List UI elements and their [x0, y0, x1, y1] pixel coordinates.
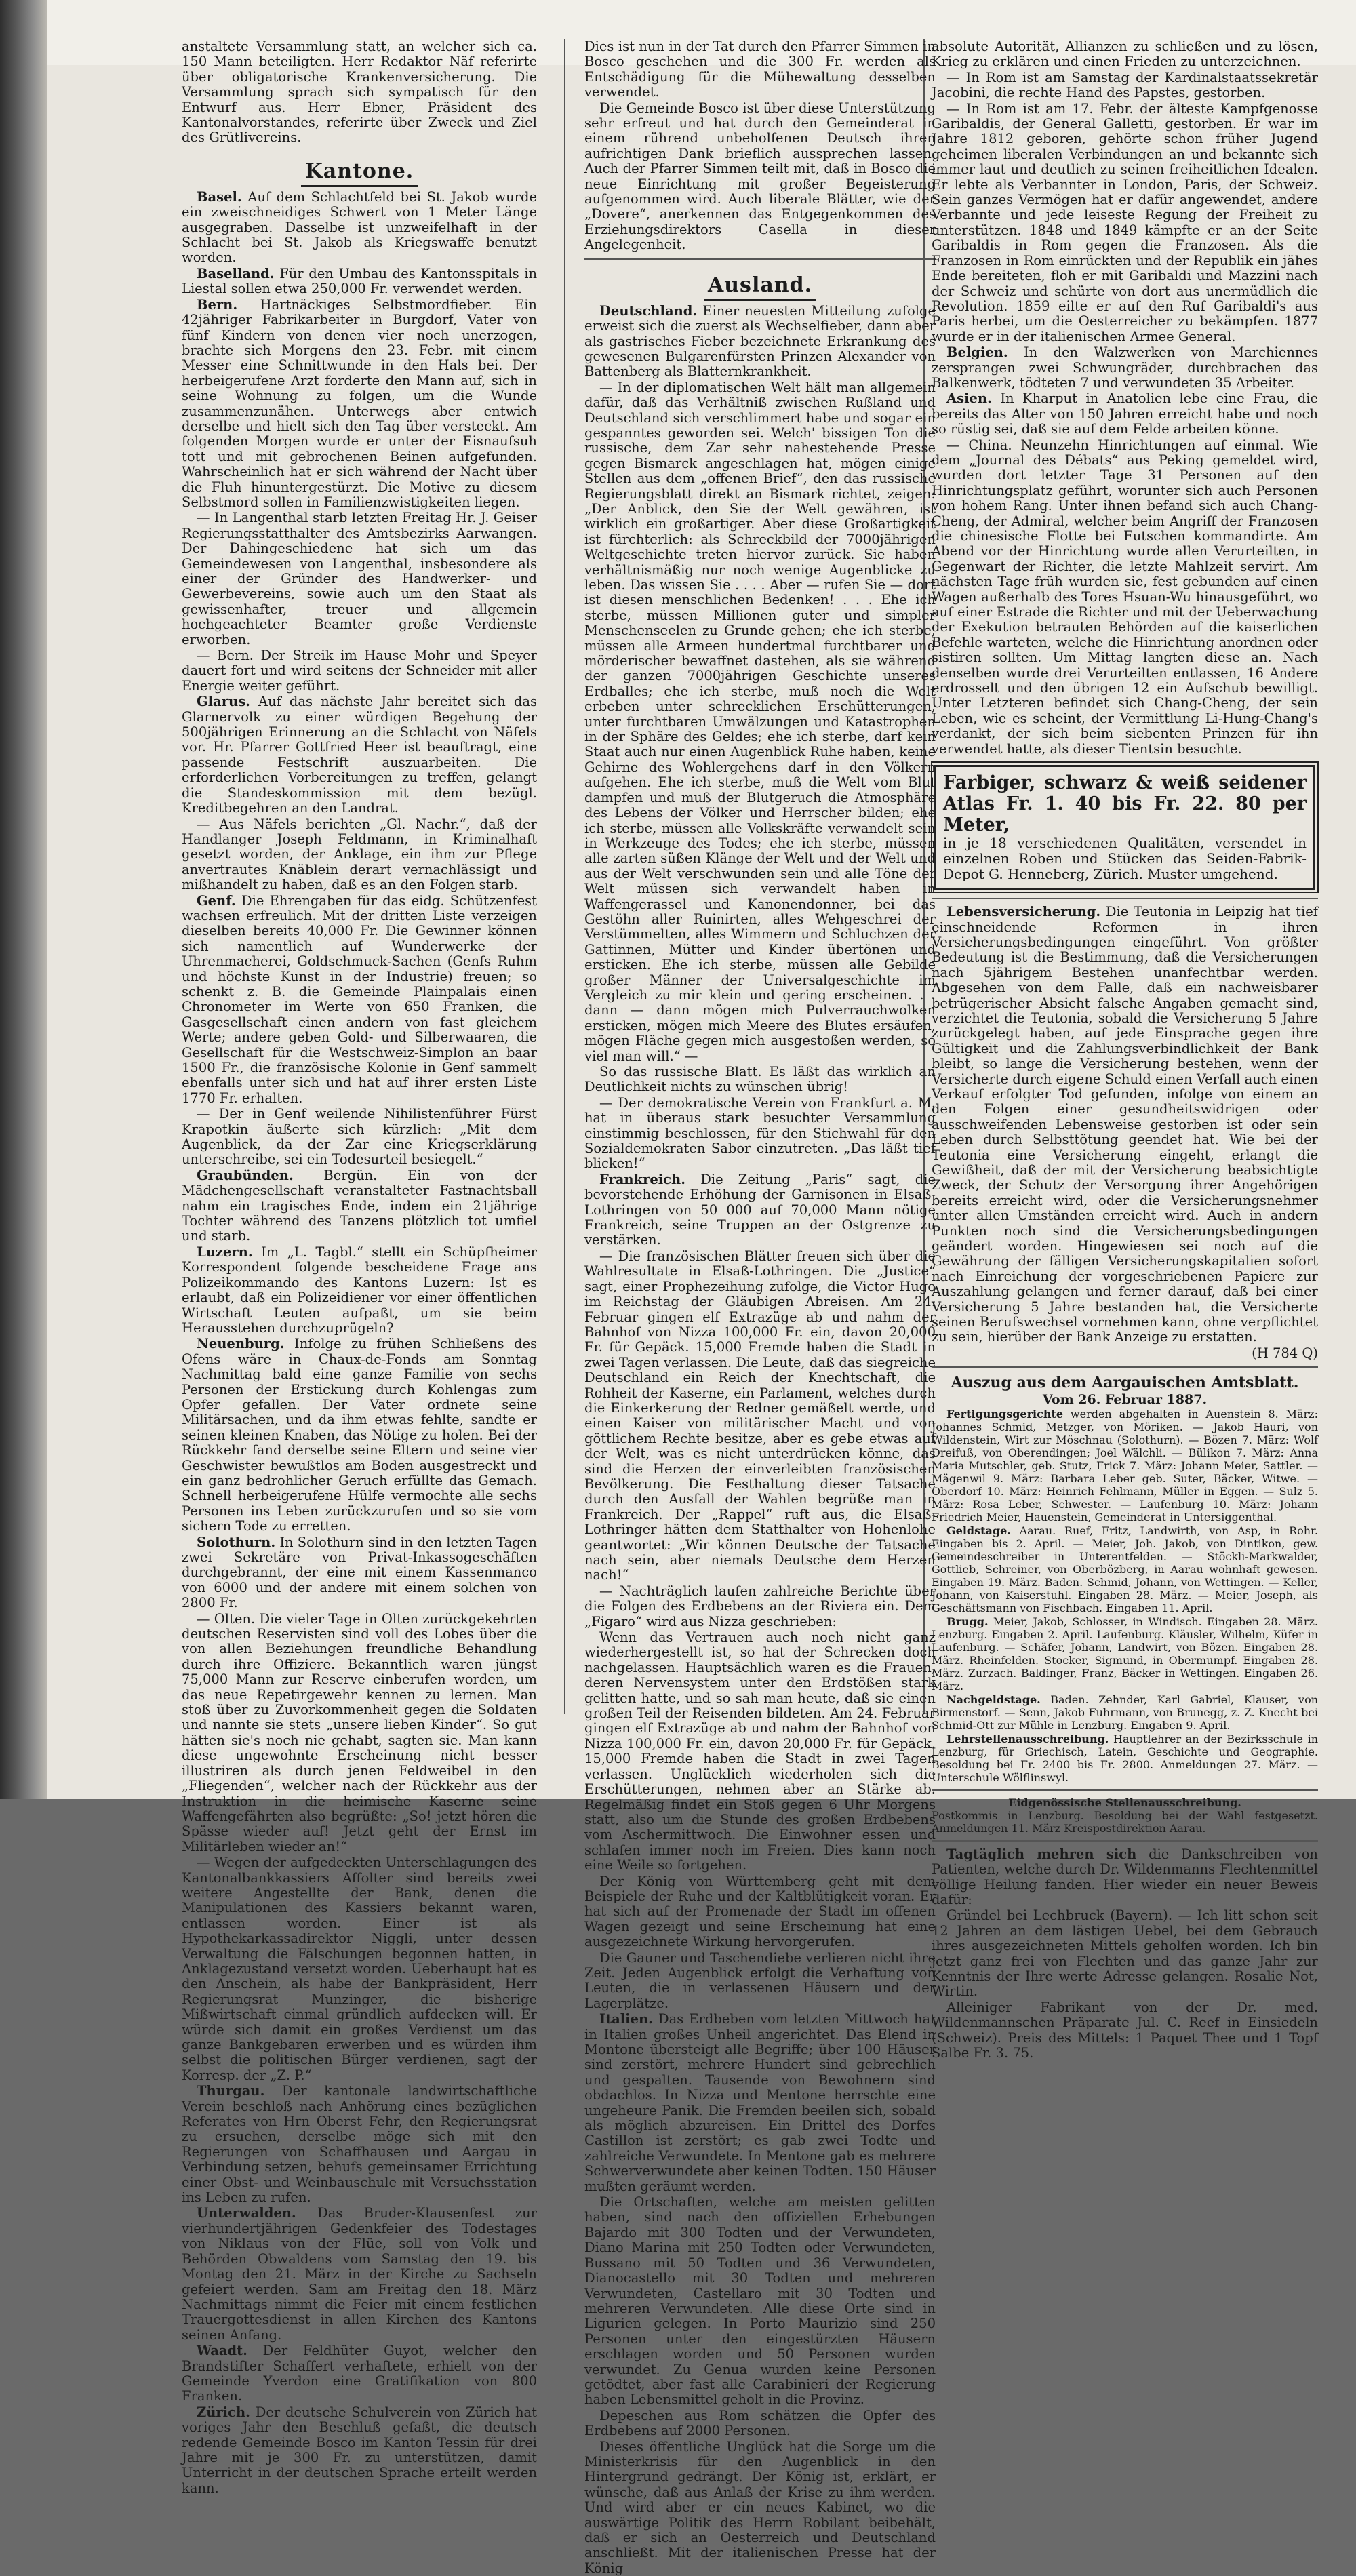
article-text: Bergün. Ein von der Mädchengesellschaft veranstalteter Fastnachtsball nahm ein tragisches Ende, indem ein 21jährige Tochter während des Tanzens plötzlich tot umfiel und starb.: [182, 1167, 537, 1244]
article-text: Die Zeitung „Paris“ sagt, die bevorstehende Erhöhung der Garnisonen in Elsaß-Lothringen von 50 000 auf 70,000 Mann nötige Frankreich, seine Truppen an der Ostgrenze zu verstärken.: [584, 1171, 936, 1248]
article-keyword: Neuenburg.: [197, 1336, 285, 1352]
article-text: Hauptlehrer an der Bezirksschule in Lenzburg, für Griechisch, Latein, Geschichte und Geographie. Besoldung bei Fr. 2400 bis Fr. 2800. Anmeldungen 27. März. — Unterschule Wölflinswyl.: [932, 1732, 1318, 1784]
article-text: In den Walzwerken von Marchiennes zersprangen zwei Schwungräder, durchbrachen das Balkenwerk, tödteten 7 und verwundeten 35 Arbeiter.: [932, 344, 1318, 391]
article-text: Der deutsche Schulverein von Zürich hat voriges Jahr den Beschluß gefaßt, die deutsch redende Gemeinde Bosco im Kanton Tessin für drei Jahre mit je 300 Fr. zu unterstützen, damit Unterricht in der deutschen Sprache erteilt werden kann.: [182, 2404, 538, 2496]
ad-testimonial: Tagtäglich mehren sich die Dankschreiben von Patienten, welche durch Dr. Wildenmanns Flechtenmittel völlige Heilung fanden. Hier wieder ein neuer Beweis dafür:: [932, 1846, 1318, 1907]
article-paragraph: [182, 1245, 537, 1336]
ad-testimonial-seller: Alleiniger Fabrikant von der Dr. med. Wildenmannschen Präparate Jul. C. Reef in Einsiedeln (Schweiz). Preis des Mittels: 1 Paquet Thee und 1 Topf Salbe Fr. 3. 75.: [932, 1999, 1318, 2061]
article-text: Depeschen aus Rom schätzen die Opfer des Erdbebens auf 2000 Personen.: [584, 2407, 936, 2439]
amtsblatt-entries: [932, 1408, 1318, 1784]
article-text: Wenn das Vertrauen auch noch nicht ganz wiederhergestellt ist, so hat der Schrecken doch nachgelassen. Hauptsächlich waren es die Frauen, deren Nervensystem unter den Erdstößen stark gelitten hatte, und so sah man heute, daß sie einen großen Teil der Reisenden bildeten. Am 24. Februar gingen elf Extrazüge ab und nahm der Bahnhof von Nizza 100,000 Fr. ein, davon 20,000 Fr. für Gepäck. 15,000 Fremde haben die Stadt in zwei Tagen verlassen. Unglücklich wiederholen sich die Erschütterungen, nehmen aber an Stärke ab. Regelmäßig findet ein Stoß gegen 6 Uhr Morgens statt, also um die Stunde des großen Erdbebens vom Aschermittwoch. Die Einwohner essen und schlafen immer noch im Freien. Dies kann noch eine Weile so fortgehen.: [584, 1629, 936, 1874]
article-text: — Der in Genf weilende Nihilistenführer Fürst Krapotkin äußerte sich kürzlich: „Mit dem Augenblick, da der Zar eine Kriegserklärung unterschreibe, sei ein Todesurteil besiegelt.“: [182, 1106, 537, 1168]
article-keyword: Thurgau.: [197, 2083, 265, 2099]
stellen-title: Eidgenössische Stellenausschreibung.: [1008, 1796, 1241, 1809]
article-paragraph: [932, 1732, 1318, 1784]
article-paragraph: [182, 1168, 537, 1244]
article-text: Das Erdbeben vom letzten Mittwoch hat in Italien großes Unheil angerichtet. Das Elend in Montone übersteigt alle Begriffe; über 100 Häuser sind zerstört, mehrere Hundert sind gebrechlich und gespalten. Tausende von Bewohnern sind obdachlos. In Nizza und Mentone herrschte eine ungeheure Panik. Die Fremden beeilen sich, sobald als möglich abzureisen. Ein Drittel des Dorfes Castillon ist zerstört; es gab zwei Todte und zahlreiche Verwundete. In Mentone gab es mehrere Schwerverwundete aber keinen Todten. 150 Häuser mußten geräumt werden.: [584, 2011, 936, 2194]
article-keyword: Solothurn.: [197, 1534, 276, 1550]
article-keyword: Fertigungsgerichte: [946, 1407, 1064, 1421]
article-paragraph: [584, 1172, 936, 1248]
article-keyword: Waadt.: [197, 2343, 247, 2359]
article-keyword: Glarus.: [197, 694, 250, 710]
article-paragraph: [182, 2084, 537, 2205]
article-keyword: Unterwalden.: [197, 2205, 296, 2221]
article-paragraph: [182, 694, 537, 816]
article-text: Die Gauner und Taschendiebe verlieren nicht ihre Zeit. Jeden Augenblick erfolgt die Verhaftung von Leuten, die in verlassenen Häusern und der Lagerplätze.: [584, 1949, 936, 2011]
article-paragraph: [584, 2012, 936, 2194]
article-text: Dieses öffentliche Unglück hat die Sorge um die Ministerkrisis für den Augenblick in den Hintergrund gedrängt. Der König ist, erklärt, er wünsche, daß aus Anlaß der Krise zu ihm werden. Und wird aber er ein neues Kabinet, wo die auswärtige Politik des Herrn Robilant beibehält, daß er sich an Oesterreich und Deutschland anschließt. Mit der italienischen Presse hat der König: [584, 2438, 936, 2576]
article-text: — In der diplomatischen Welt hält man allgemein dafür, daß das Verhältniß zwischen Rußland und Deutschland sich verschlimmert habe und sogar ein gespanntes geworden sei. Welch' bissigen Ton die russische, dem Zar sehr nahestehende Presse gegen Bismarck angeschlagen hat, mögen einige Stellen aus dem „offenen Brief“, den das russische Regierungsblatt direkt an Bismark richtet, zeigen: „Der Anblick, den Sie der Welt gewähren, ist wirklich ein großartiger. Aber diese Großartigkeit ist fürchterlich: als Schreckbild der 7000jährigen Weltgeschichte treten hiervor zurück. Sie haben verhältnismäßig nur noch wenige Augenblicke zu leben. Das wissen Sie . . . . Aber — rufen Sie — dort ist diesen menschlichen Bedenken! . . . Ehe ich sterbe, müssen Millionen guter und simpler Menschenseelen zu Grunde gehen; ehe ich sterbe, müssen alle Armeen hundertmal furchtbarer und mörderischer bewaffnet dastehen, als sie während der ganzen 7000jährigen Geschichte unseres Erdballes; ehe ich sterbe, muß noch die Welt erbeben unter schrecklichen Erschütterungen, unter furchtbaren Umwälzungen und Katastrophen in der Sphäre des Geldes; ehe ich sterbe, darf kein Staat auch nur einen Augenblick Ruhe haben, keine Gehirne des Wohlergehens darf in den Völkern aufgehen. Ehe ich sterbe, muß die Welt vom Blut dampfen und muß der Blutgeruch die Atmosphäre des Lebens der Völker und Herrscher bilden; ehe ich sterbe, müssen alle Volkskräfte verwandelt sein in Werkzeuge des Todes; ehe ich sterbe, müssen alle zarten süßen Klänge der Welt und der Welt und aus der Welt verschwunden sein und alle Töne der Welt müssen sich verwandelt haben in Waffengerassel und Kanonendonner, bei das Gestöhn aller Ruinirten, alles Wehgeschrei der Verstümmelten, alles Wimmern und Schluchzen der Gattinnen, Mütter und Kinder übertönen und ersticken. Ehe ich sterbe, müssen alle Gebilde großer Männer der Universalgeschichte im Vergleich zu mir klein und gering erscheinen. . . dann — dann mögen mich Pulverrauchwolken ersticken, mögen mich Meere des Blutes ersäufen, mögen Fläche gegen mich ausgestoßen werden, so viel man will.“ —: [584, 379, 936, 1064]
article-text: Die Ortschaften, welche am meisten gelitten haben, sind nach den offiziellen Erhebungen Bajardo mit 300 Todten und der Verwundeten, Diano Marina mit 250 Todten oder Verwundeten, Bussano mit 50 Todten und 36 Verwundeten, Dianocastello mit 30 Todten und mehreren Verwundeten, Castellaro mit 30 Todten und mehreren Verwundeten. Alle diese Orte sind in Ligurien gelegen. In Porto Maurizio sind 250 Personen unter den eingestürzten Häusern erschlagen worden und 50 Personen wurden verwundet. Zu Genua wurden keine Personen getödtet, aber fast alle Carabinieri der Regierung haben Lebensmittel geholt in die Provinz.: [584, 2194, 936, 2408]
article-text: — Nachträglich laufen zahlreiche Berichte über die Folgen des Erdbebens an der Riviera ein. Dem „Figaro“ wird aus Nizza geschrieben:: [584, 1583, 936, 1629]
article-text: — In Rom ist am Samstag der Kardinalstaatssekretär Jacobini, die rechte Hand des Papstes, gestorben.: [932, 69, 1318, 101]
article-paragraph: [932, 345, 1318, 391]
ad-silk-text: in je 18 verschiedenen Qualitäten, versendet in einzelnen Roben und Stücken das Seiden-Fabrik-Depot G. Henneberg, Zürich. Muster umgehend.: [943, 835, 1307, 883]
article-paragraph: [584, 1096, 936, 1172]
article-text: Hartnäckiges Selbstmordfieber. Ein 42jähriger Fabrikarbeiter in Burgdorf, Vater von fünf Kindern von denen vier noch unerzogen, brachte sich Morgens den 23. Febr. mit einem Messer eine Schnittwunde in den Hals bei. Der herbeigerufene Arzt forderte den Mann auf, sich in seine Wohnung zu folgen, um die Wunde zusammenzunähen. Unterwegs aber entwich derselbe und hielt sich den Tag über versteckt. Am folgenden Morgen wurde er unter der Eisnaufsuh tott und mit gebrochenen Beinen aufgefunden. Wahrscheinlich hat er sich während der Nacht über die Fluh hinuntergestürzt. Die Motive zu diesem Selbstmord sollen in Familienzwistigkeiten liegen.: [182, 296, 537, 510]
article-paragraph: [182, 2405, 537, 2496]
article-text: werden abgehalten in Auenstein 8. März: Johannes Schmid, Metzger, von Möriken. — Jakob Hauri, von Wildenstein, Wirt zur Möschnau (Solothurn). — Bözen 7. März: Wolf Dreifuß, von Oberendingen; Joel Wälchli. — Bülikon 7. März: Anna Maria Mutschler, geb. Stutz, Frick 7. März: Johann Meier, Sattler. — Mägenwil 9. März: Barbara Leber geb. Suter, Bäcker, Witwe. — Oberdorf 10. März: Heinrich Fehlmann, Müller in Eggen. — Sulz 5. März: Rosa Leber, Schwester. — Laufenburg 10. März: Johann Friedrich Meier, Hauenstein, Gemeinderat in Untersiggenthal.: [932, 1407, 1318, 1524]
ad-life-code: (H 784 Q): [1252, 1345, 1318, 1361]
divider: [932, 898, 1318, 899]
article-paragraph: [182, 648, 537, 694]
article-keyword: Baselland.: [197, 265, 275, 281]
article-paragraph: [584, 2195, 936, 2408]
article-paragraph: [932, 1408, 1318, 1524]
article-text: Für den Umbau des Kantonsspitals in Liestal sollen etwa 250,000 Fr. verwendet werden.: [182, 265, 537, 297]
article-paragraph: [584, 1630, 936, 1874]
article-text: Der Feldhüter Guyot, welcher den Brandstifter Schaffert verhaftete, erhielt von der Gemeinde Yverdon eine Gratifikation von 800 Franken.: [182, 2343, 537, 2404]
article-paragraph: [932, 1524, 1318, 1614]
stellen-text: Postkommis in Lenzburg. Besoldung bei der Wahl festgesetzt. Anmeldungen 11. März Kreispostdirektion Aarau.: [932, 1808, 1318, 1835]
divider: [932, 1840, 1318, 1842]
article-paragraph: [584, 1065, 936, 1095]
article-text: Der König von Württemberg geht mit dem Beispiele der Ruhe und der Kaltblütigkeit voran. Er hat sich auf der Promenade der Stadt im offenen Wagen gezeigt und seine Erscheinung hat eine ausgezeichnete Wirkung hervorgerufen.: [584, 1873, 936, 1950]
article-keyword: Lehrstellenausschreibung.: [946, 1732, 1109, 1745]
article-paragraph: [182, 1107, 537, 1168]
article-text: Einer neuesten Mitteilung zufolge erweist sich die zuerst als Wechselfieber, dann aber als gastrisches Fieber bezeichnete Erkrankung des gewesenen Bulgarenfürsten Prinzen Alexander von Battenberg als Blatternkrankheit.: [584, 302, 936, 380]
article-paragraph: [584, 380, 936, 1064]
divider: [584, 258, 936, 260]
article-text: Der kantonale landwirtschaftliche Verein beschloß nach Anhörung eines bezüglichen Referates von Hrn Oberst Fehr, den Regierungsrat zu ersuchen, derselbe möge sich mit den Regierungen von Schaffhausen und Aargau in Verbindung setzen, behufs gemeinsamer Errichtung einer Obst- und Weinbauschule mit Versuchsstation ins Leben zu rufen.: [182, 2083, 537, 2206]
divider: [932, 1789, 1318, 1791]
article-text: In Solothurn sind in den letzten Tagen zwei Sekretäre von Privat-Inkassogeschäften durchgebrannt, der eine mit einem Kassenmanco von 6000 und der andere mit einem solchen von 2800 Fr.: [182, 1534, 537, 1611]
article-paragraph: [584, 1874, 936, 1950]
column-1: [182, 39, 538, 2496]
article-keyword: Geldstage.: [946, 1524, 1011, 1537]
article-text: Auf dem Schlachtfeld bei St. Jakob wurde ein zweischneidiges Schwert von 1 Meter Länge ausgegraben. Dasselbe ist unzweifelhaft in der Schlacht bei St. Jakob als Kriegswaffe benutzt worden.: [182, 189, 537, 266]
col2-intro-1: Dies ist nun in der Tat durch den Pfarrer Simmen in Bosco geschehen und die 300 Fr. werden als Entschädigung für die Mühewaltung desselben verwendet.: [584, 39, 936, 100]
article-paragraph: [932, 438, 1318, 757]
article-paragraph: [182, 511, 537, 648]
article-paragraph: [182, 266, 537, 297]
article-text: In Kharput in Anatolien lebe eine Frau, die bereits das Alter von 150 Jahren erreicht habe und noch so rüstig sei, daß sie auf dem Felde arbeiten könne.: [932, 391, 1319, 437]
article-paragraph: [584, 1249, 936, 1583]
article-text: — China. Neunzehn Hinrichtungen auf einmal. Wie dem „Journal des Débats“ aus Peking gemeldet wird, wurden dort letzter Tage 31 Personen auf den Hinrichtungsplatz geführt, worunter sich auch Personen von hohem Rang. Unter ihnen befand sich auch Chang-Cheng, der Admiral, welcher beim Angriff der Franzosen die chinesische Flotte bei Futschen kommandirte. Am Abend vor der Hinrichtung wurde allen Verurteilten, in Gegenwart der Richter, die letzte Mahlzeit servirt. Am nächsten Tage früh wurden sie, fest gebunden auf einen Wagen außerhalb des Tores Hsuan-Wu hinausgeführt, wo auf einer Estrade die Richter und mit der Ueberwachung der Exekution betrauten Behörden auf die kaiserlichen Befehle warteten, welche die Hinrichtung anordnen oder sistiren sollten. Um Mittag langten diese an. Nach denselben wurde drei Verurteilten entlassen, 16 Andere erdrosselt und den übrigen 12 ein Aufschub bewilligt. Unter Letzteren befindet sich Chang-Cheng, der sein Leben, wie es scheint, der Vermittlung Li-Hung-Chang's verdankt, der sich beim siebenten Prinzen für ihn verwendet hatte, als dieser Tientsin besuchte.: [932, 437, 1318, 757]
article-keyword: Nachgeldstage.: [946, 1692, 1041, 1706]
article-paragraph: [182, 2206, 537, 2343]
column-rule-1: [564, 39, 565, 1714]
col3-intro: absolute Autorität, Allianzen zu schließen und zu lösen, Krieg zu erklären und einen Frieden zu unterzeichnen.: [932, 39, 1318, 70]
article-keyword: Belgien.: [946, 344, 1008, 361]
article-text: — Aus Näfels berichten „Gl. Nachr.“, daß der Handlanger Joseph Feldmann, in Kriminalhaft gesetzt worden, der Anklage, ein ihm zur Pflege anvertrautes Knäblein derart vernachlässigt und mißhandelt zu haben, daß es an den Folgen starb.: [182, 816, 537, 893]
ad-life-insurance: Lebensversicherung. Die Teutonia in Leipzig hat tief einschneidende Reformen in ihren Versicherungsbedingungen eingeführt. Von größter Bedeutung ist die Bestimmung, daß die Versicherungen nach 5jährigem Bestehen unanfechtbar werden. Abgesehen von dem Falle, daß ein nachweisbarer betrügerischer Absicht falsche Angaben gemacht sind, verzichtet die Teutonia, sobald die Versicherung 5 Jahre zurückgelegt haben, auf jede Einsprache gegen ihre Gültigkeit und die Zahlungsverbindlichkeit der Bank bleibt, so lange die Versicherung bestehen, wenn der Versicherte durch eigene Schuld einen Verfall auch einen Verkauf erfolgter Tod gefunden, infolge von einem an den Folgen einer gesundheitswidrigen oder ausschweifenden Lebensweise gestorben ist oder sein Leben durch Selbsttötung geendet hat. Wie bei der Teutonia eine Versicherung eingeht, erlangt die Gewißheit, daß der mit der Versicherung beabsichtigte Zweck, der Schutz der Versorgung ihrer Angehörigen bereits erreicht wird, oder die Versicherungsnehmer unter allen Umständen erreicht wird. Auch in andern Punkten noch sind die Versicherungsbedingungen geändert worden. Hingewiesen sei noch auf die Gewährung der fälligen Versicherungskapitalien sofort nach Einreichung der vorgeschriebenen Papiere zur Auszahlung gelangen und ferner darauf, daß bei einer Versicherung 5 Jahre bestanden hat, die Versicherte seinen Berufswechsel vornehmen kann, ohne verpflichtet zu sein, hierüber der Bank Anzeige zu erstatten.: [932, 904, 1318, 1345]
section-heading-kantone: Kantone.: [182, 158, 537, 187]
article-keyword: Zürich.: [197, 2404, 250, 2420]
article-text: Baden. Zehnder, Karl Gabriel, Klauser, von Birmenstorf. — Senn, Jakob Fuhrmann, von Brunegg, z. Z. Knecht bei Schmid-Ott zur Mühle in Lenzburg. Eingaben 9. April.: [932, 1692, 1319, 1732]
article-paragraph: [932, 1693, 1318, 1732]
article-paragraph: [584, 1584, 936, 1629]
article-text: Meier, Jakob, Schlosser, in Windisch. Eingaben 28. März. Lenzburg. Eingaben 2. April. Laufenburg. Kläusler, Wilhelm, Küfer in Laufenburg. — Schäfer, Johann, Landwirt, von Bözen. Eingaben 28. März. Rheinfelden. Stocker, Sigmund, in Obermumpf. Eingaben 28. März. Zurzach. Baldinger, Franz, Bäcker in Wettingen. Eingaben 26. März.: [932, 1614, 1318, 1692]
article-paragraph: [182, 190, 537, 266]
article-text: — Bern. Der Streik im Hause Mohr und Speyer dauert fort und wird seitens der Schneider mit aller Energie weiter geführt.: [182, 648, 537, 694]
col1-intro: anstaltete Versammlung statt, an welcher sich ca. 150 Mann beteiligten. Herr Redaktor Näf referirte über obligatorische Krankenversicherung. Die Versammlung sprach sich sympatisch für den Entwurf aus. Herr Ebner, Präsident des Kantonalvorstandes, referirte über Zweck und Ziel des Grütlivereins.: [182, 39, 537, 146]
article-keyword: Frankreich.: [599, 1171, 686, 1187]
article-keyword: Deutschland.: [599, 302, 698, 319]
article-keyword: Italien.: [599, 2011, 653, 2027]
article-paragraph: [932, 71, 1318, 101]
article-paragraph: [182, 1855, 537, 2083]
ad-testimonial-letter: Gründel bei Lechbruck (Bayern). — Ich litt schon seit 12 Jahren an dem lästigen Uebel, bei dem Gebrauch ihres ausgezeichneten Mittels geholfen worden. Ich bin jetzt ganz frei von Flechten und das ganze Jahr zur Kenntnis der Ihre werte Adresse gelangen. Rosalie Not, Wirtin.: [932, 1907, 1318, 2000]
article-text: Die Ehrengaben für das eidg. Schützenfest wachsen erfreulich. Mit der dritten Liste verzeigen dieselben bereits 40,000 Fr. Die Gewinner können sich namentlich auf Wunderwerke der Uhrenmacherei, Goldschmuck-Sachen (Genfs Ruhm und höchste Kunst in der Industrie) freuen; so schenkt z. B. die Gemeinde Plainpalais einen Chronometer im Werte von 650 Franken, die Gasgesellschaft einen andern von fast gleichem Werte; andere geben Gold- und Silberwaaren, die Gesellschaft für die Westschweiz-Simplon an baar 1500 Fr., die französische Kolonie in Genf sammelt ebenfalls unter sich und hat auf ihrer ersten Liste 1770 Fr. erhalten.: [182, 892, 537, 1106]
article-paragraph: [182, 817, 537, 893]
ad-silk-headline: Farbiger, schwarz & weiß seidener Atlas Fr. 1. 40 bis Fr. 22. 80 per Meter,: [943, 772, 1307, 836]
article-text: So das russische Blatt. Es läßt das wirklich an Deutlichkeit nichts zu wünschen übrig!: [584, 1064, 936, 1095]
advertisement-silk: [934, 765, 1315, 890]
section-heading-ausland: Ausland.: [584, 272, 936, 301]
article-keyword: Bern.: [197, 296, 238, 313]
article-paragraph: [932, 391, 1318, 437]
col1-articles: [182, 190, 537, 2496]
amtsblatt-date: Vom 26. Februar 1887.: [1042, 1392, 1208, 1408]
amtsblatt-title: Auszug aus dem Aargauischen Amtsblatt.: [951, 1374, 1299, 1392]
divider: [932, 1366, 1318, 1368]
article-keyword: Brugg.: [946, 1614, 989, 1628]
article-paragraph: [182, 1336, 537, 1534]
column-2: [584, 39, 936, 2576]
article-text: — Wegen der aufgedeckten Unterschlagungen des Kantonalbankkassiers Affolter sind bereits zwei weitere Angestellte der Bank, denen die Manipulationen des Kassiers bekannt waren, entlassen worden. Einer ist als Hypothekarkassadirektor Niggli, unter dessen Verwaltung die Fälschungen begonnen hatten, in Anklagezustand versetzt worden. Ueberhaupt hat es den Anschein, als habe der Bankpräsident, Herr Regierungsrat Munzinger, die bisherige Mißwirtschaft einmal gründlich aufdecken will. Er würde sich damit ein großes Verdienst um das ganze Bankgebaren erwerben und es würden ihm selbst die politischen Bürger verdienen, sagt der Korresp. der „Z. P.“: [182, 1855, 537, 2083]
article-text: — Olten. Die vieler Tage in Olten zurückgekehrten deutschen Reservisten sind voll des Lobes über die von allen Beziehungen freundliche Behandlung durch ihre Offiziere. Bekanntlich waren jüngst 75,000 Mann zur Reserve einberufen worden, um das neue Repetirgewehr kennen zu lernen. Man stoß über zu Zuvorkommenheit gegen die Soldaten und nannte sie stets „unsere lieben Kinder“. So gut hätten sie's noch nie gehabt, sagten sie. Man kann diese ungewohnte Erscheinung nicht besser illustriren als durch jenen Feldweibel in den „Fliegenden“, welcher nach der Rückkehr aus der Instruktion in die heimische Kaserne seine Waffengefährten also begrüßte: „So! jetzt hören die Spässe wieder auf! Jetzt geht der Ernst im Militärleben wieder an!“: [182, 1610, 537, 1855]
article-paragraph: [182, 298, 537, 511]
article-text: Infolge zu frühen Schließens des Ofens wäre in Chaux-de-Fonds am Sonntag Nachmittag bald eine ganze Familie von sechs Personen der Erstickung durch Kohlengas zum Opfer gefallen. Der Vater ordnete seine Militärsachen, und da ihm etwas fehlte, sandte er seinen kleinen Knaben, das Nötige zu holen. Bei der Rückkehr fand derselbe seine Eltern und seine vier Geschwister bewußtlos am Boden ausgestreckt und ein ganz bedrohlicher Geruch erfüllte das Gemach. Schnell herbeigerufene Hülfe vermochte alle sechs Personen ins Leben zurückzurufen und so sie vom sichern Tode zu erretten.: [182, 1336, 537, 1534]
article-text: Auf das nächste Jahr bereitet sich das Glarnervolk zu einer würdigen Begehung der 500jährigen Erinnerung an die Schlacht von Näfels vor. Hr. Pfarrer Gottfried Heer ist beauftragt, eine passende Festschrift auszuarbeiten. Die erforderlichen Vorbereitungen zu treffen, gelangt die Standeskommission mit dem bezügl. Kreditbegehren an den Landrat.: [182, 694, 537, 816]
article-keyword: Basel.: [197, 189, 242, 205]
article-text: — Die französischen Blätter freuen sich über die Wahlresultate in Elsaß-Lothringen. Die „Justice“ sagt, einer Prophezeihung zufolge, die Victor Hugo im Reichstag der Gläubigen Abreisen. Am 24. Februar gingen elf Extrazüge ab und nahm der Bahnhof von Nizza 100,000 Fr. ein, davon 20,000 Fr. für Gepäck. 15,000 Fremde haben die Stadt in zwei Tagen verlassen. Die Leute, daß das siegreiche Deutschland ein Reich der Knechtschaft, die Rohheit der Kaserne, ein Parlament, welches durch die Einkerkerung der Redner gemäßelt werde, und einen Kaiser von militärischer Macht und von göttlichem Rechte besitze, aber es gebe etwas auf der Welt, was es nicht unterdrücken könne, das sind die Herzen der einverleibten französischen Bevölkerung. Die Festhaltung dieser Tatsache durch den Ausfall der Wahlen begrüße man in Frankreich. Der „Rappel“ ruft aus, die Elsaß-Lothringer hätten dem Statthalter von Hohenlohe geantwortet: „Wir können Deutsche der Tatsache nach sein, aber niemals Deutsche dem Herzen nach!“: [584, 1248, 936, 1583]
col3-articles: [932, 71, 1318, 757]
article-text: — Der demokratische Verein von Frankfurt a. M. hat in überaus stark besuchter Versammlung einstimmig beschlossen, für den Stichwahl für den Sozialdemokraten Sabor einzutreten. „Das läßt tief blicken!“: [584, 1094, 936, 1172]
article-text: Im „L. Tagbl.“ stellt ein Schüpfheimer Korrespondent folgende bescheidene Frage ans Polizeikommando des Kantons Luzern: Ist es erlaubt, daß ein Polizeidiener vor einer öffentlichen Wirtschaft Leuten aufpaßt, um sie beim Herausstehen durchzuprügeln?: [182, 1244, 537, 1336]
article-keyword: Luzern.: [197, 1244, 253, 1260]
article-paragraph: [182, 1612, 537, 1855]
article-keyword: Graubünden.: [197, 1167, 294, 1183]
article-paragraph: [584, 1951, 936, 2012]
article-paragraph: [932, 1615, 1318, 1692]
article-paragraph: [182, 1535, 537, 1611]
article-paragraph: [584, 304, 936, 380]
book-binding-edge: [0, 0, 47, 1799]
article-paragraph: [182, 894, 537, 1107]
article-paragraph: [584, 2440, 936, 2576]
article-text: Aarau. Ruef, Fritz, Landwirth, von Asp, in Rohr. Eingaben bis 2. April. — Meier, Joh. Jakob, von Dintikon, gew. Gemeindeschreiber in Unterentfelden. — Stöckli-Markwalder, Gottlieb, Schreiner, von Oberbözberg, in Aarau wohnhaft gewesen. Eingaben 19. März. Baden. Schmid, Johann, von Wettingen. — Keller, Johann, von Kaiserstuhl. Eingaben 28. März. — Meier, Joseph, als Geschäftsmann von Fischbach. Eingaben 11. April.: [932, 1524, 1318, 1614]
article-paragraph: [182, 2343, 537, 2404]
article-keyword: Genf.: [197, 892, 236, 909]
column-3: [932, 39, 1319, 2061]
article-paragraph: [932, 102, 1318, 345]
article-text: — In Rom ist am 17. Febr. der älteste Kampfgenosse Garibaldis, der General Galletti, gestorben. Er war im Jahre 1812 geboren, gehörte schon früher Jugend geheimen liberalen Verbindungen an und bekannte sich immer laut und deutlich zu seinen freiheitlichen Idealen. Er lebte als Verbannter in London, Paris, der Schweiz. Sein ganzes Vermögen hat er dafür angewendet, andere Verbannte und jede leiseste Regung der Freiheit zu unterstützen. 1848 und 1849 kämpfte er an der Seite Garibaldis in Rom gegen die Franzosen. Als die Franzosen in Rom einrückten und der Republik ein jähes Ende bereiteten, floh er mit Garibaldi und Mazzini nach der Schweiz und schürte von dort aus unermüdlich die Revolution. 1859 eilte er auf den Ruf Garibaldi's aus Paris herbei, um die Oesterreicher zu bekämpfen. 1877 wurde er in der italienischen Armee General.: [932, 100, 1318, 344]
article-keyword: Asien.: [946, 391, 992, 407]
col2-articles: [584, 304, 936, 2576]
article-text: Das Bruder-Klausenfest zur vierhundertjährigen Gedenkfeier des Todestages von Niklaus von der Flüe, soll von Volk und Behörden Obwaldens vom Samstag den 19. bis Montag den 21. März in der Kirche zu Sachseln gefeiert werden. Sam am Freitag den 18. März Nachmittags nimmt die Feier mit einem festlichen Trauergottesdienst in allen Kirchen des Kantons seinen Anfang.: [182, 2205, 537, 2343]
article-text: — In Langenthal starb letzten Freitag Hr. J. Geiser Regierungsstatthalter des Amtsbezirks Aarwangen. Der Dahingeschiedene hat sich um das Gemeindewesen von Langenthal, insbesondere als einer der Gründer des Handwerker- und Gewerbevereins, sowie auch um den Staat als gewissenhafter, treuer und allgemein hochgeachteter Beamter große Verdienste erworben.: [182, 510, 537, 648]
article-paragraph: [584, 2409, 936, 2439]
col2-intro-2: Die Gemeinde Bosco ist über diese Unterstützung sehr erfreut und hat durch den Gemeinderat in einem rührend unbeholfenen Deutsch ihren aufrichtigen Dank brieflich aussprechen lassen. Auch der Pfarrer Simmen teilt mit, daß in Bosco die neue Einrichtung mit großer Begeisterung aufgenommen wird. Auch liberale Blätter, wie der „Dovere“, anerkennen das Entgegenkommen des Erziehungsdirektors Casella in dieser Angelegenheit.: [584, 100, 936, 253]
